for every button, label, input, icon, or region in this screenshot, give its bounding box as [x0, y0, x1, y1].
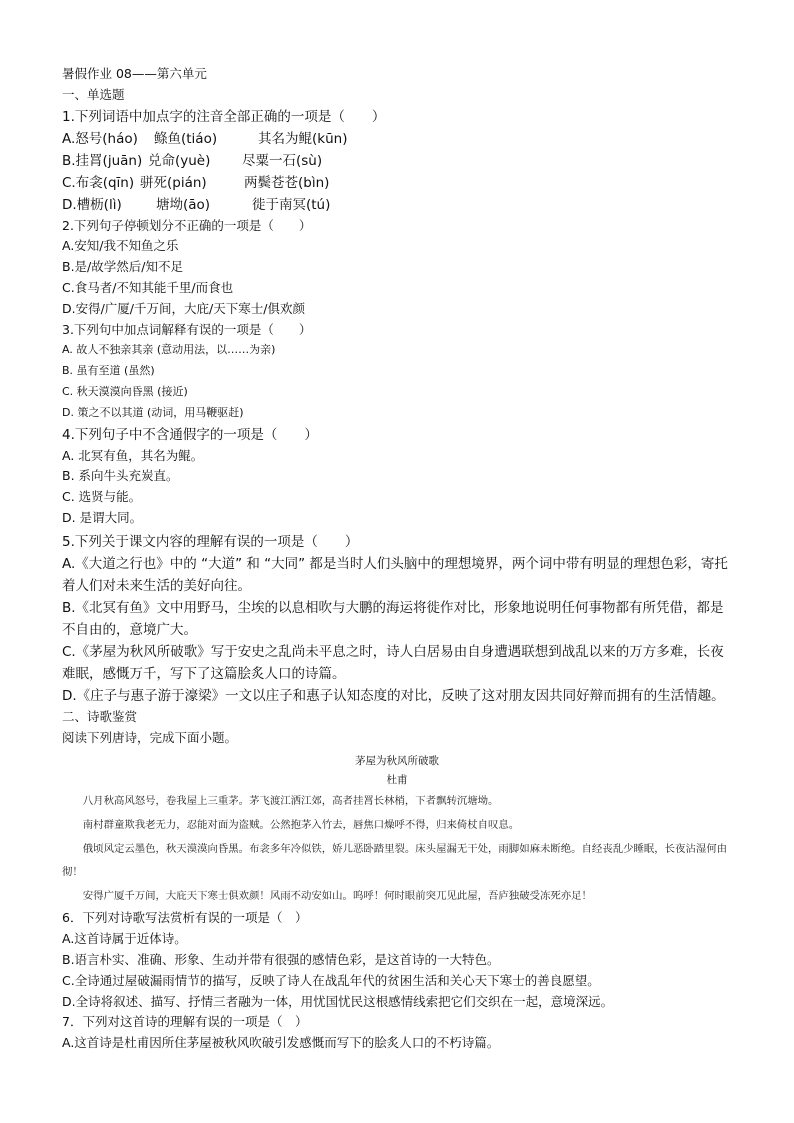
option-a: A. 故人不独亲其亲 (意动用法，以……为亲): [62, 343, 276, 357]
option-a: A.这首诗是杜甫因所住茅屋被秋风吹破引发感慨而写下的脍炙人口的不朽诗篇。: [62, 1035, 500, 1051]
option-a: A.安知/我不知鱼之乐: [62, 238, 179, 254]
question-5: [62, 531, 732, 707]
option-c: C. 选贤与能。: [62, 489, 142, 505]
poem-stanza: 安得广厦千万间，大庇天下寒士俱欢颜！风雨不动安如山。呜呼！何时眼前突兀见此屋，吾庐独破受冻死亦足！: [82, 889, 592, 902]
option-d: D.《庄子与惠子游于濠梁》一文以庄子和惠子认知态度的对比，反映了这对朋友因共同好辩而拥有的生活情趣。: [62, 687, 725, 704]
option-d: D.全诗将叙述、描写、抒情三者融为一体，用忧国忧民这根感情线索把它们交织在一起，意境深远。: [62, 993, 614, 1009]
option-c: C. 秋天漠漠向昏黑 (接近): [62, 384, 188, 398]
poem-author: 杜甫: [386, 774, 408, 787]
option-item: A.怒号(háo): [62, 130, 138, 147]
option-item: C.布衾(qīn): [62, 174, 135, 191]
option-b: B. 虽有至道 (虽然): [62, 364, 155, 378]
poem-stanza: 八月秋高风怒号，卷我屋上三重茅。茅飞渡江洒江郊，高者挂罥长林梢，下者飘转沉塘坳。: [82, 795, 499, 808]
option-b: B.《北冥有鱼》文中用野马，尘埃的以息相吹与大鹏的海运将徙作对比，形象地说明任何事物都有所凭借，都是不自由的，意境广大。: [62, 599, 724, 638]
poem-stanza: 俄顷风定云墨色，秋天漠漠向昏黑。布衾多年冷似铁，娇儿恶卧踏里裂。床头屋漏无干处，雨脚如麻未断绝。自经丧乱少睡眠，长夜沾湿何由彻！: [62, 842, 728, 879]
option-item: D.槽枥(lì): [62, 196, 122, 213]
option-c: C.《茅屋为秋风所破歌》写于安史之乱尚未平息之时，诗人白居易由自身遭遇联想到战乱以来的万方多难，长夜难眠，感慨万千，写下了这篇脍炙人口的诗篇。: [62, 643, 724, 682]
worksheet-page: [62, 64, 732, 1054]
option-c: C.食马者/不知其能千里/而食也: [62, 279, 234, 295]
question-stem: 5.下列关于课文内容的理解有误的一项是（ ）: [62, 533, 359, 550]
option-item: 两鬓苍苍(bìn): [244, 174, 330, 191]
question-stem: 6．下列对诗歌写法赏析有误的一项是（ ）: [62, 910, 308, 926]
option-item: 尽粟一石(sù): [242, 152, 323, 169]
question-stem: 1.下列词语中加点字的注音全部正确的一项是（ ）: [62, 108, 386, 125]
option-b: B. 系向牛头充炭直。: [62, 468, 179, 484]
section-heading-poetry: 二、诗歌鉴赏: [62, 708, 138, 724]
question-7: [62, 1012, 732, 1054]
question-1: [62, 106, 732, 216]
question-4: [62, 424, 732, 529]
option-row-b: [62, 150, 732, 172]
question-stem: 3.下列句中加点词解释有误的一项是（ ）: [62, 321, 312, 337]
option-d: D. 是谓大同。: [62, 509, 143, 525]
option-item: 骈死(pián): [140, 174, 207, 191]
option-a: A. 北冥有鱼，其名为鲲。: [62, 447, 204, 463]
option-d: D. 策之不以其道 (动词，用马鞭驱赶): [62, 405, 244, 419]
option-item: 塘坳(āo): [156, 196, 211, 213]
option-row-a: [62, 128, 732, 150]
option-item: B.挂罥(juān): [62, 152, 143, 169]
poem-block: [62, 752, 732, 908]
question-stem: 7．下列对这首诗的理解有误的一项是（ ）: [62, 1014, 308, 1030]
question-stem: 2.下列句子停顿划分不正确的一项是（ ）: [62, 217, 312, 233]
option-a: A.《大道之行也》中的 “大道” 和 “大同” 都是当时人们头脑中的理想境界，两个词中带有明显的理想色彩，寄托着人们对未来生活的美好向往。: [62, 555, 728, 594]
option-c: C.全诗通过屋破漏雨情节的描写，反映了诗人在战乱年代的贫困生活和关心天下寒士的善良愿望。: [62, 972, 600, 988]
option-item: 鲦鱼(tiáo): [154, 130, 218, 147]
option-item: 兑命(yuè): [148, 152, 211, 169]
option-b: B.是/故学然后/知不足: [62, 259, 183, 275]
poem-stanza: 南村群童欺我老无力，忍能对面为盗贼。公然抱茅入竹去，唇焦口燥呼不得，归来倚杖自叹息。: [82, 818, 520, 831]
section-heading-single-choice: 一、单选题: [62, 86, 125, 102]
option-b: B.语言朴实、准确、形象、生动并带有很强的感情色彩，是这首诗的一大特色。: [62, 951, 500, 967]
question-stem: 4.下列句子中不含通假字的一项是（ ）: [62, 426, 318, 443]
option-item: 徙于南冥(tú): [252, 196, 331, 213]
option-a: A.这首诗属于近体诗。: [62, 931, 187, 947]
option-item: 其名为鲲(kūn): [258, 130, 348, 147]
poem-title: 茅屋为秋风所破歌: [355, 755, 439, 768]
question-2: [62, 216, 732, 320]
question-6: [62, 908, 732, 1012]
question-3: [62, 320, 732, 424]
option-row-d: [62, 194, 732, 216]
option-d: D.安得/广厦/千万间，大庇/天下寒士/俱欢颜: [62, 300, 305, 316]
option-row-c: [62, 172, 732, 194]
reading-instruction: 阅读下列唐诗，完成下面小题。: [62, 729, 238, 745]
worksheet-header: 暑假作业 08——第六单元: [62, 66, 207, 81]
